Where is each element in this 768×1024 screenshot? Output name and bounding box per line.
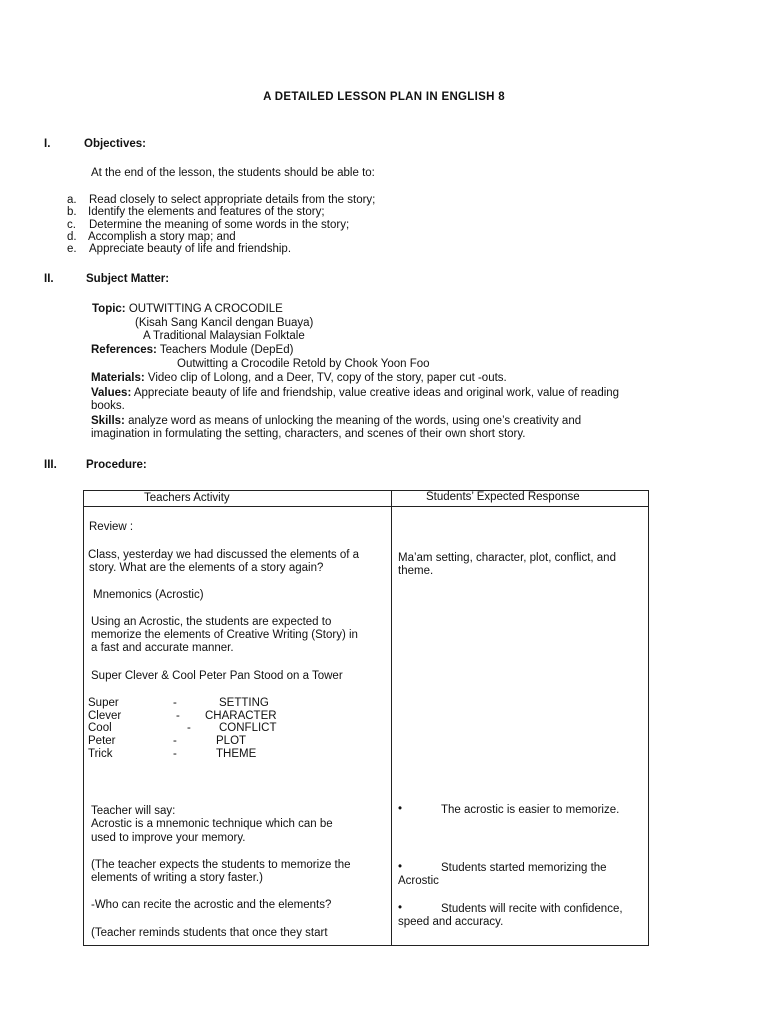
section-heading-objectives: Objectives: — [84, 138, 146, 150]
materials-line — [91, 372, 507, 385]
acrostic-dash: - — [176, 710, 180, 722]
acrostic-element: SETTING — [219, 697, 269, 709]
topic-origin: A Traditional Malaysian Folktale — [143, 330, 305, 342]
materials-value: Video clip of Lolong, and a Deer, TV, copy of the story, paper cut -outs. — [147, 372, 507, 384]
teacher-text: Using an Acrostic, the students are expected to — [91, 616, 332, 628]
teachers-activity-header — [84, 491, 392, 507]
students-response-cell — [392, 507, 649, 946]
acrostic-word: Super — [88, 697, 119, 709]
objective-item: Read closely to select appropriate details from the story; — [89, 194, 376, 206]
section-number-procedure: III. — [44, 459, 57, 471]
acrostic-dash: - — [173, 748, 177, 760]
topic-value: OUTWITTING A CROCODILE — [128, 303, 283, 315]
teacher-text: (The teacher expects the students to memorize the — [91, 859, 351, 871]
objective-letter: e. — [67, 243, 77, 255]
objective-item: Appreciate beauty of life and friendship. — [89, 243, 292, 255]
objective-item: Determine the meaning of some words in the story; — [89, 219, 350, 231]
section-number-objectives: I. — [44, 138, 51, 150]
procedure-table — [83, 490, 649, 946]
values-line — [91, 387, 619, 400]
materials-label: Materials: — [91, 372, 145, 384]
objective-item: Accomplish a story map; and — [88, 231, 236, 243]
values-label: Values: — [91, 387, 132, 399]
teacher-text: elements of writing a story faster.) — [91, 872, 263, 884]
skills-value: analyze word as means of unlocking the meaning of the words, using one’s creativity and — [128, 415, 582, 427]
student-response: Ma’am setting, character, plot, conflict, and — [398, 552, 616, 564]
section-heading-subject-matter: Subject Matter: — [86, 273, 170, 285]
acrostic-word: Cool — [88, 722, 112, 734]
teacher-text: story. What are the elements of a story again? — [89, 562, 324, 574]
teacher-text: (Teacher reminds students that once they start — [91, 927, 328, 939]
values-line-2: books. — [91, 400, 125, 412]
students-response-header — [392, 491, 649, 507]
values-value: Appreciate beauty of life and friendship, value creative ideas and original work, value of reading — [133, 387, 620, 399]
teachers-activity-cell — [84, 507, 392, 946]
teacher-text: -Who can recite the acrostic and the elements? — [91, 899, 332, 911]
acrostic-dash: - — [173, 697, 177, 709]
topic-line — [92, 303, 283, 316]
objective-letter: b. — [67, 206, 77, 218]
acrostic-sentence: Super Clever & Cool Peter Pan Stood on a Tower — [91, 670, 343, 682]
acrostic-word: Clever — [88, 710, 122, 722]
references-label: References: — [91, 344, 157, 356]
section-heading-procedure: Procedure: — [86, 459, 147, 471]
student-response: Students will recite with confidence, — [441, 903, 623, 915]
skills-line — [91, 415, 581, 428]
student-response: speed and accuracy. — [398, 916, 504, 928]
acrostic-element: CONFLICT — [219, 722, 277, 734]
bullet-icon: • — [398, 803, 403, 815]
objective-item: Identify the elements and features of the story; — [88, 206, 325, 218]
teacher-text: a fast and accurate manner. — [91, 642, 234, 654]
acrostic-word: Trick — [88, 748, 113, 760]
references-value: Teachers Module (DepEd) — [159, 344, 294, 356]
procedure-table-header — [84, 491, 649, 507]
review-label: Review : — [89, 521, 134, 533]
teacher-text: Teacher will say: — [91, 805, 176, 817]
acrostic-element: PLOT — [216, 735, 247, 747]
objective-letter: a. — [67, 194, 77, 206]
students-response-header-label: Students’ Expected Response — [426, 491, 580, 503]
student-response: The acrostic is easier to memorize. — [441, 804, 620, 816]
references-line — [91, 344, 293, 357]
procedure-table-row — [84, 507, 649, 946]
objective-letter: c. — [67, 219, 76, 231]
topic-label: Topic: — [92, 303, 126, 315]
references-line-2: Outwitting a Crocodile Retold by Chook Yoon Foo — [177, 358, 430, 370]
topic-subtitle: (Kisah Sang Kancil dengan Buaya) — [135, 317, 314, 329]
student-response: theme. — [398, 565, 434, 577]
acrostic-element: CHARACTER — [205, 710, 277, 722]
skills-line-2: imagination in formulating the setting, characters, and scenes of their own short story. — [91, 428, 526, 440]
bullet-icon: • — [398, 902, 403, 914]
acrostic-dash: - — [173, 735, 177, 747]
teacher-text: used to improve your memory. — [91, 832, 246, 844]
document-title: A DETAILED LESSON PLAN IN ENGLISH 8 — [263, 91, 505, 103]
teachers-activity-header-label: Teachers Activity — [144, 492, 230, 504]
teacher-text: Mnemonics (Acrostic) — [93, 589, 204, 601]
bullet-icon: • — [398, 861, 403, 873]
student-response: Students started memorizing the — [441, 862, 607, 874]
teacher-text: Acrostic is a mnemonic technique which can be — [91, 818, 333, 830]
acrostic-element: THEME — [216, 748, 257, 760]
objective-letter: d. — [67, 231, 77, 243]
section-number-subject-matter: II. — [44, 273, 54, 285]
skills-label: Skills: — [91, 415, 125, 427]
teacher-text: Class, yesterday we had discussed the elements of a — [88, 549, 360, 561]
teacher-text: memorize the elements of Creative Writing (Story) in — [91, 629, 358, 641]
objectives-intro: At the end of the lesson, the students should be able to: — [91, 167, 375, 179]
acrostic-word: Peter — [88, 735, 116, 747]
acrostic-dash: - — [187, 722, 191, 734]
student-response: Acrostic — [398, 875, 439, 887]
